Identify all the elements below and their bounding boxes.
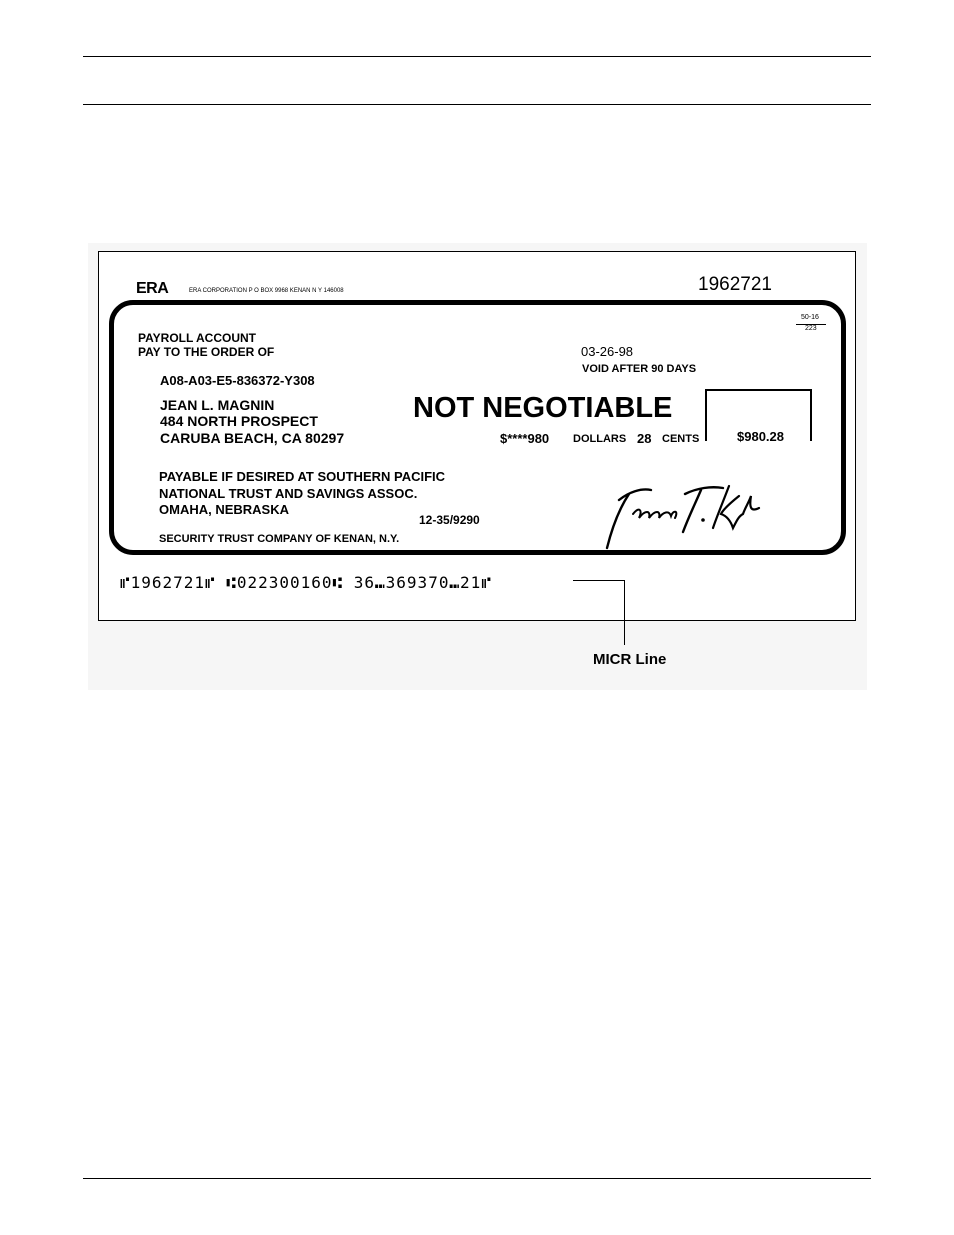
not-negotiable-watermark: NOT NEGOTIABLE [413,392,673,424]
written-amount: $****980 [500,431,550,446]
callout-line-vertical [624,580,625,645]
micr-line-callout-label: MICR Line [593,651,667,668]
void-notice: VOID AFTER 90 DAYS [582,363,697,375]
payable-line-3: OMAHA, NEBRASKA [159,502,289,517]
cents-label: CENTS [662,433,700,445]
pay-to-label: PAY TO THE ORDER OF [138,345,275,359]
routing-fraction: 12-35/9290 [419,513,480,527]
numeric-amount: $980.28 [737,429,784,444]
top-rule-2 [83,104,871,105]
payable-line-1: PAYABLE IF DESIRED AT SOUTHERN PACIFIC [159,469,446,484]
fraction-bottom: 223 [805,325,817,332]
check-image [98,251,856,621]
micr-line: ⑈1962721⑈ ⑆022300160⑆ 36⑉369370⑉21⑈ [120,573,492,592]
reference-number: A08-A03-E5-836372-Y308 [160,373,315,388]
bank-code: ERA [136,280,169,297]
security-company: SECURITY TRUST COMPANY OF KENAN, N.Y. [159,533,400,545]
payee-city: CARUBA BEACH, CA 80297 [160,430,345,446]
dollars-label: DOLLARS [573,433,627,445]
check-date: 03-26-98 [581,344,634,359]
check-number: 1962721 [698,274,772,295]
bottom-rule [83,1178,871,1179]
account-type: PAYROLL ACCOUNT [138,331,257,345]
signature-icon [599,480,769,552]
top-rule-1 [83,56,871,57]
fraction-top: 50-16 [801,314,819,321]
payable-line-2: NATIONAL TRUST AND SAVINGS ASSOC. [159,486,418,501]
callout-line-horizontal [573,580,625,581]
payee-name: JEAN L. MAGNIN [160,397,275,413]
cents-value: 28 [637,431,652,446]
bank-address: ERA CORPORATION P O BOX 9968 KENAN N Y 146008 [189,288,344,294]
payee-street: 484 NORTH PROSPECT [160,413,318,429]
